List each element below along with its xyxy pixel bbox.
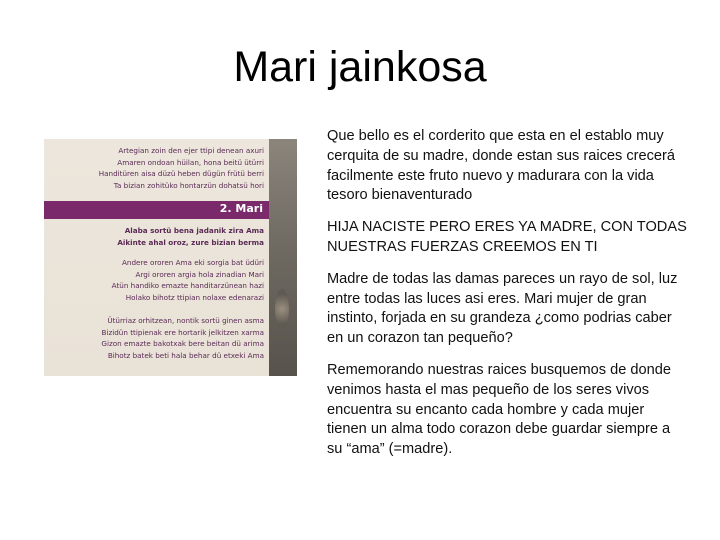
section-label: 2. Mari [219, 202, 263, 215]
book-page-image [44, 139, 297, 376]
verse-line: Andere ororen Ama eki sorgia bat üdüri [122, 258, 264, 267]
paragraph: Rememorando nuestras raices busquemos de donde venimos hasta el mas pequeño de los seres vivos encuentra su encanto cada hombre y cada mujer tienen un alma todo corazon debe guardar siempre a su “ama” (=madre). [327, 361, 671, 458]
stanza-3 [64, 257, 264, 303]
verse-line: Amaren ondoan hüilan, hona beitü ütürri [117, 157, 264, 167]
verse-line: Bihotz batek beti hala behar dü etxeki Ama [107, 350, 264, 360]
slide-title: Mari jainkosa [233, 43, 487, 91]
paragraph: Madre de todas las damas pareces un rayo de sol, luz entre todas las luces asi eres. Mari mujer de gran instinto, forjada en su grandeza ¿como podrias caber en un corazon tan pequeño? [327, 270, 678, 347]
verse-line: Gizon emazte bakotxak bere beitan dü arima [101, 339, 264, 349]
verse-line: Argi ororen argia hola zinadian Mari [135, 269, 264, 279]
verse-line: Aikinte ahal oroz, zure bizian berma [117, 237, 264, 247]
verse-line: Alaba sortü bena jadanik zira Ama [124, 226, 264, 235]
paragraph: Que bello es el corderito que esta en el establo muy cerquita de su madre, donde estan sus raices crecerá facilmente este fruto nuevo y madurara con la vida tesoro bienaventurado [327, 128, 676, 204]
stanza-4 [64, 315, 264, 361]
stanza-2 [64, 225, 264, 248]
verse-line: Atün handiko emazte handitarzünean hazi [111, 281, 264, 291]
translation-text [327, 127, 687, 472]
verse-line: Ütürriaz orhitzean, nontik sortü ginen asma [107, 316, 264, 325]
paragraph: HIJA NACISTE PERO ERES YA MADRE, CON TODAS NUESTRAS FUERZAS CREEMOS EN TI [327, 219, 687, 255]
photo-strip [269, 139, 297, 376]
stanza-1 [64, 145, 264, 191]
verse-line: Bizidün ttipienak ere hortarik jelkitzen xarma [101, 327, 264, 337]
verse-line: Artegian zoin den ejer ttipi denean axuri [118, 146, 264, 155]
verse-line: Holako bihotz ttipian nolaxe edenarazi [125, 292, 264, 302]
verse-line: Ta bizian zohitüko hontarzün dohatsü hori [113, 180, 264, 190]
section-band [44, 201, 269, 219]
verse-line: Handitüren aisa düzü heben dügün frütü berri [98, 169, 264, 179]
